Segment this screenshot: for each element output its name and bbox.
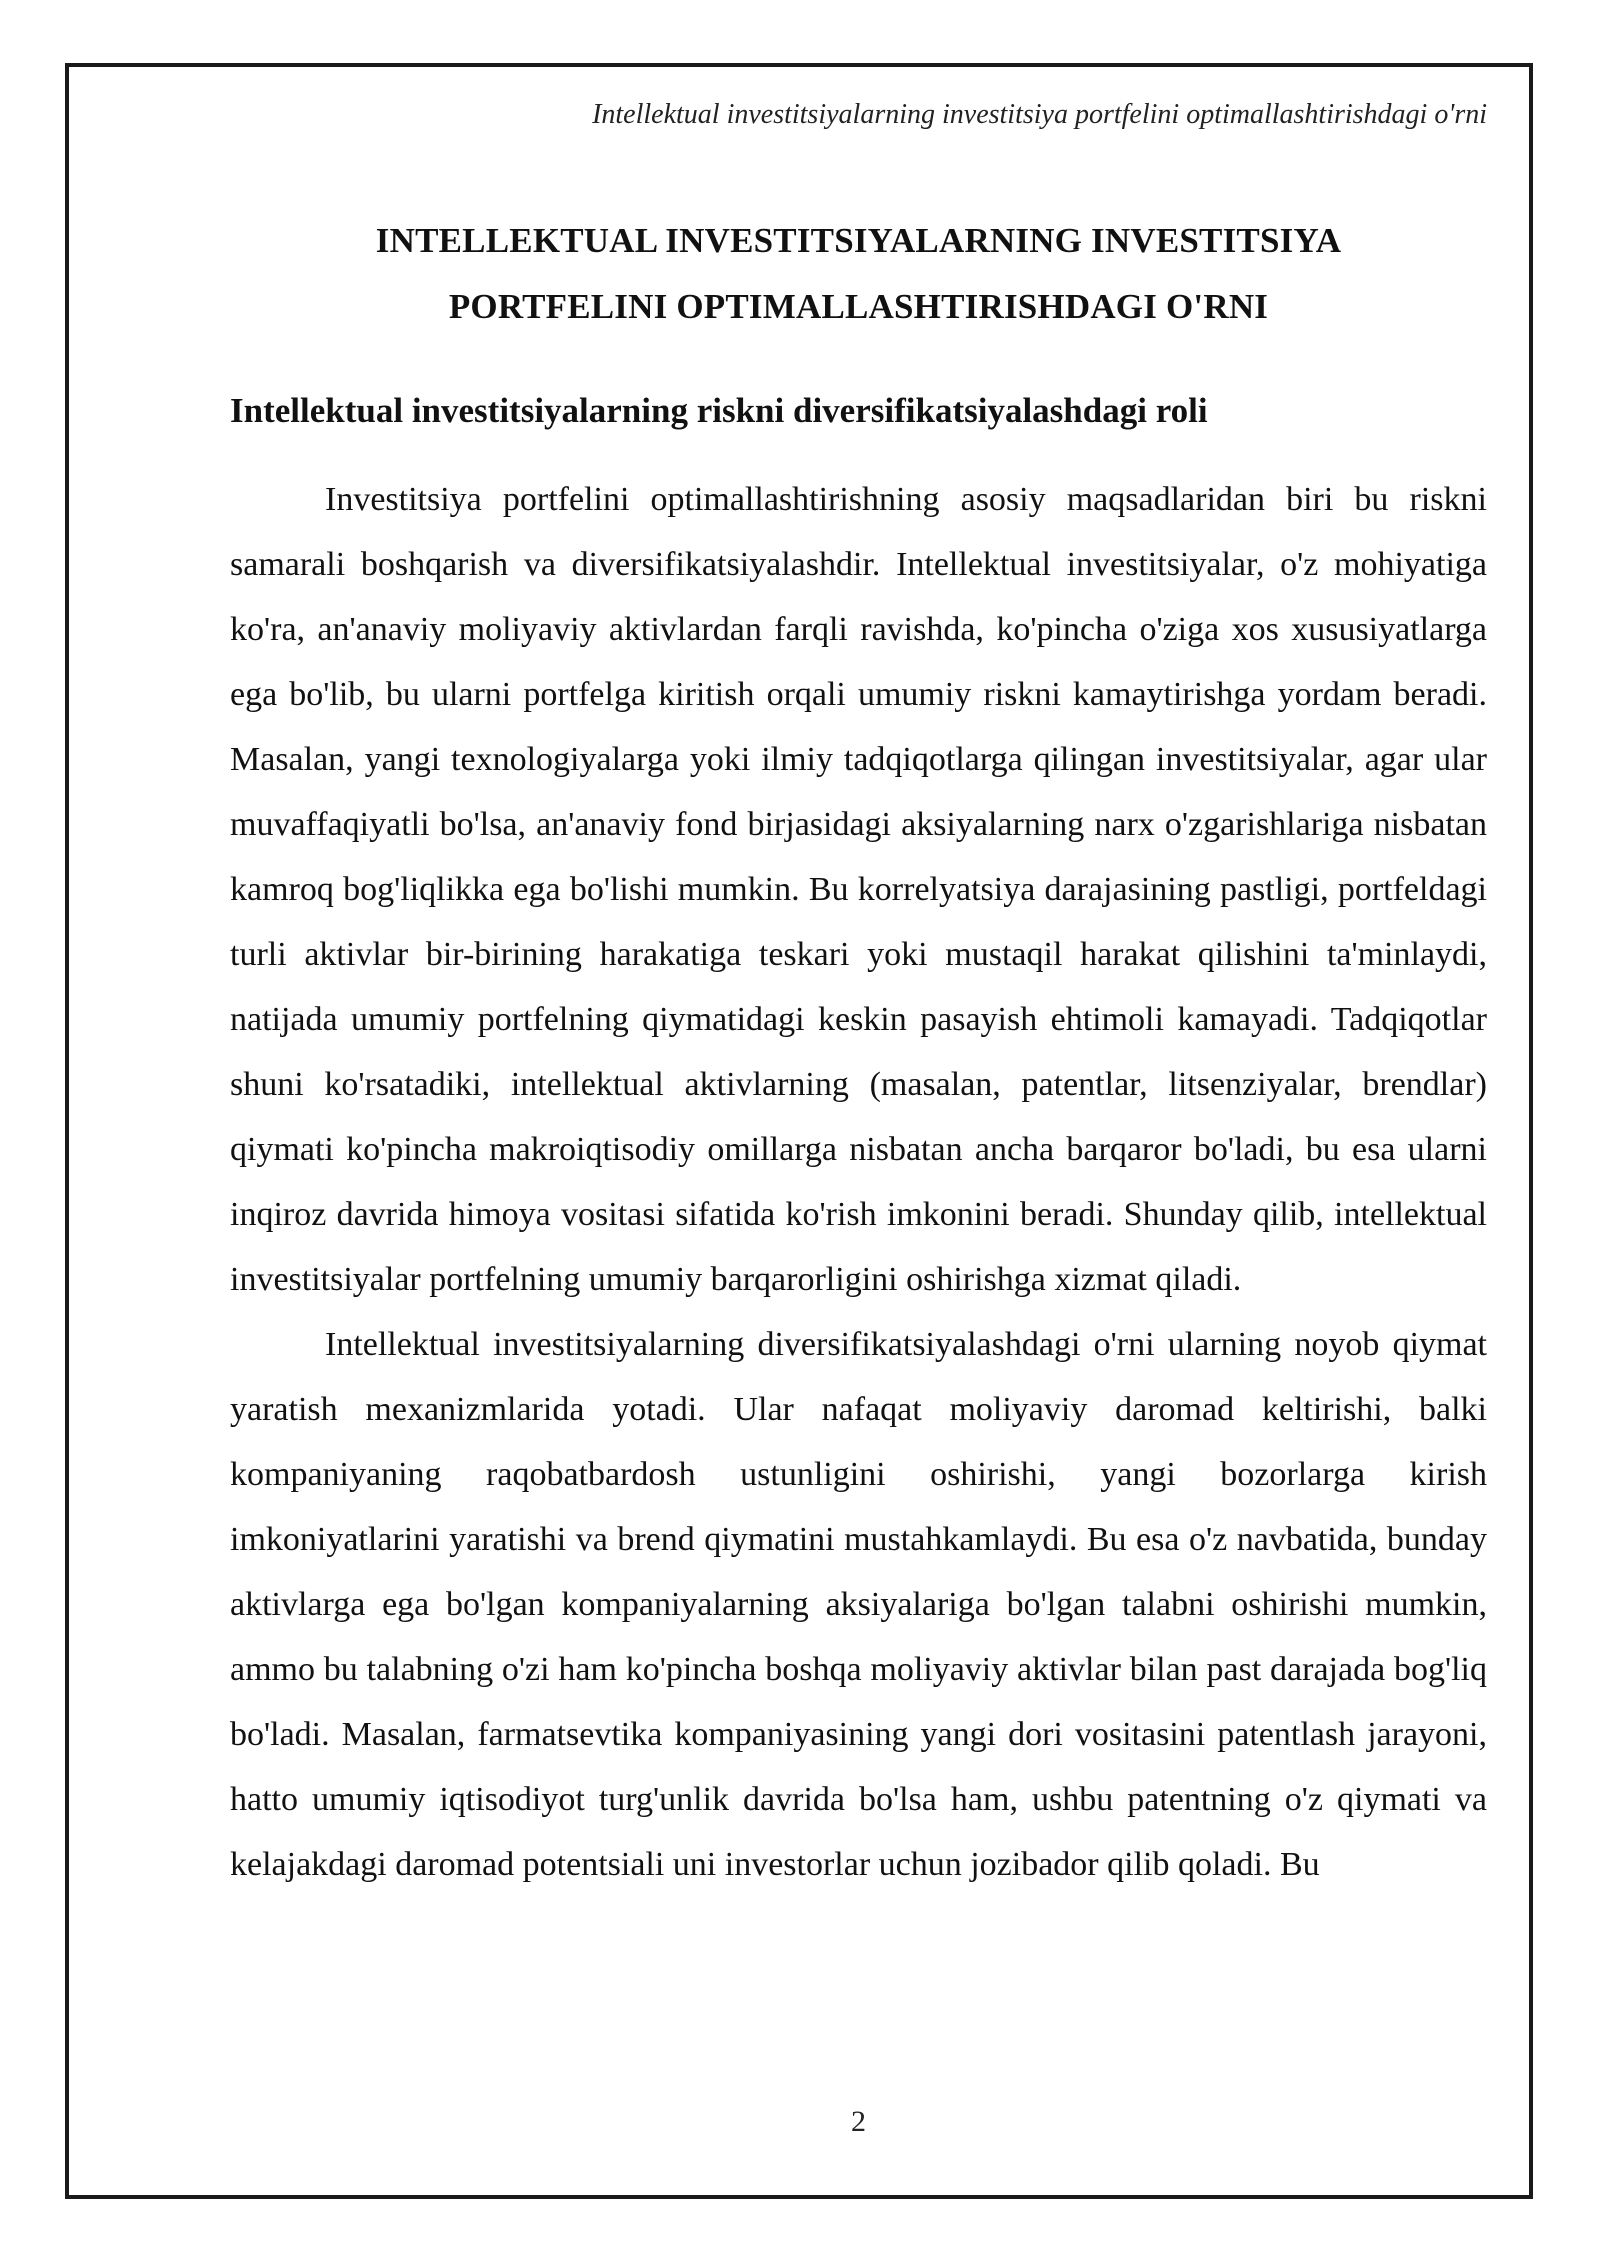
body-text	[230, 467, 1487, 1897]
title-line-1: INTELLEKTUAL INVESTITSIYALARNING INVESTITSIYA	[375, 221, 1342, 260]
section-heading: Intellektual investitsiyalarning riskni diversifikatsiyalashdagi roli	[230, 391, 1208, 430]
running-header: Intellektual investitsiyalarning investitsiya portfelini optimallashtirishdagi o'rni	[592, 99, 1487, 130]
page-number: 2	[851, 2105, 866, 2138]
document-title	[230, 208, 1487, 340]
paragraph: Intellektual investitsiyalarning diversifikatsiyalashdagi o'rni ularning noyob qiymat yaratish mexanizmlarida yotadi. Ular nafaqat moliyaviy daromad keltirishi, balki kompaniyaning raqobatbardosh ustunligini oshirishi, yangi bozorlarga kirish imkoniyatlarini yaratishi va brend qiymatini mustahkamlaydi. Bu esa o'z navbatida, bunday aktivlarga ega bo'lgan kompaniyalarning aksiyalariga bo'lgan talabni oshirishi mumkin, ammo bu talabning o'zi ham ko'pincha boshqa moliyaviy aktivlar bilan past darajada bog'liq bo'ladi. Masalan, farmatsevtika kompaniyasining yangi dori vositasini patentlash jarayoni, hatto umumiy iqtisodiyot turg'unlik davrida bo'lsa ham, ushbu patentning o'z qiymati va kelajakdagi daromad potentsiali uni investorlar uchun jozibador qilib qoladi. Bu	[230, 1326, 1487, 1883]
title-line-2: PORTFELINI OPTIMALLASHTIRISHDAGI O'RNI	[448, 287, 1269, 326]
paragraph: Investitsiya portfelini optimallashtirishning asosiy maqsadlaridan biri bu riskni samarali boshqarish va diversifikatsiyalashdir. Intellektual investitsiyalar, o'z mohiyatiga ko'ra, an'anaviy moliyaviy aktivlardan farqli ravishda, ko'pincha o'ziga xos xususiyatlarga ega bo'lib, bu ularni portfelga kiritish orqali umumiy riskni kamaytirishga yordam beradi. Masalan, yangi texnologiyalarga yoki ilmiy tadqiqotlarga qilingan investitsiyalar, agar ular muvaffaqiyatli bo'lsa, an'anaviy fond birjasidagi aksiyalarning narx o'zgarishlariga nisbatan kamroq bog'liqlikka ega bo'lishi mumkin. Bu korrelyatsiya darajasining pastligi, portfeldagi turli aktivlar bir-birining harakatiga teskari yoki mustaqil harakat qilishini ta'minlaydi, natijada umumiy portfelning qiymatidagi keskin pasayish ehtimoli kamayadi. Tadqiqotlar shuni ko'rsatadiki, intellektual aktivlarning (masalan, patentlar, litsenziyalar, brendlar) qiymati ko'pincha makroiqtisodiy omillarga nisbatan ancha barqaror bo'ladi, bu esa ularni inqiroz davrida himoya vositasi sifatida ko'rish imkonini beradi. Shunday qilib, intellektual investitsiyalar portfelning umumiy barqarorligini oshirishga xizmat qiladi.	[230, 481, 1487, 1298]
